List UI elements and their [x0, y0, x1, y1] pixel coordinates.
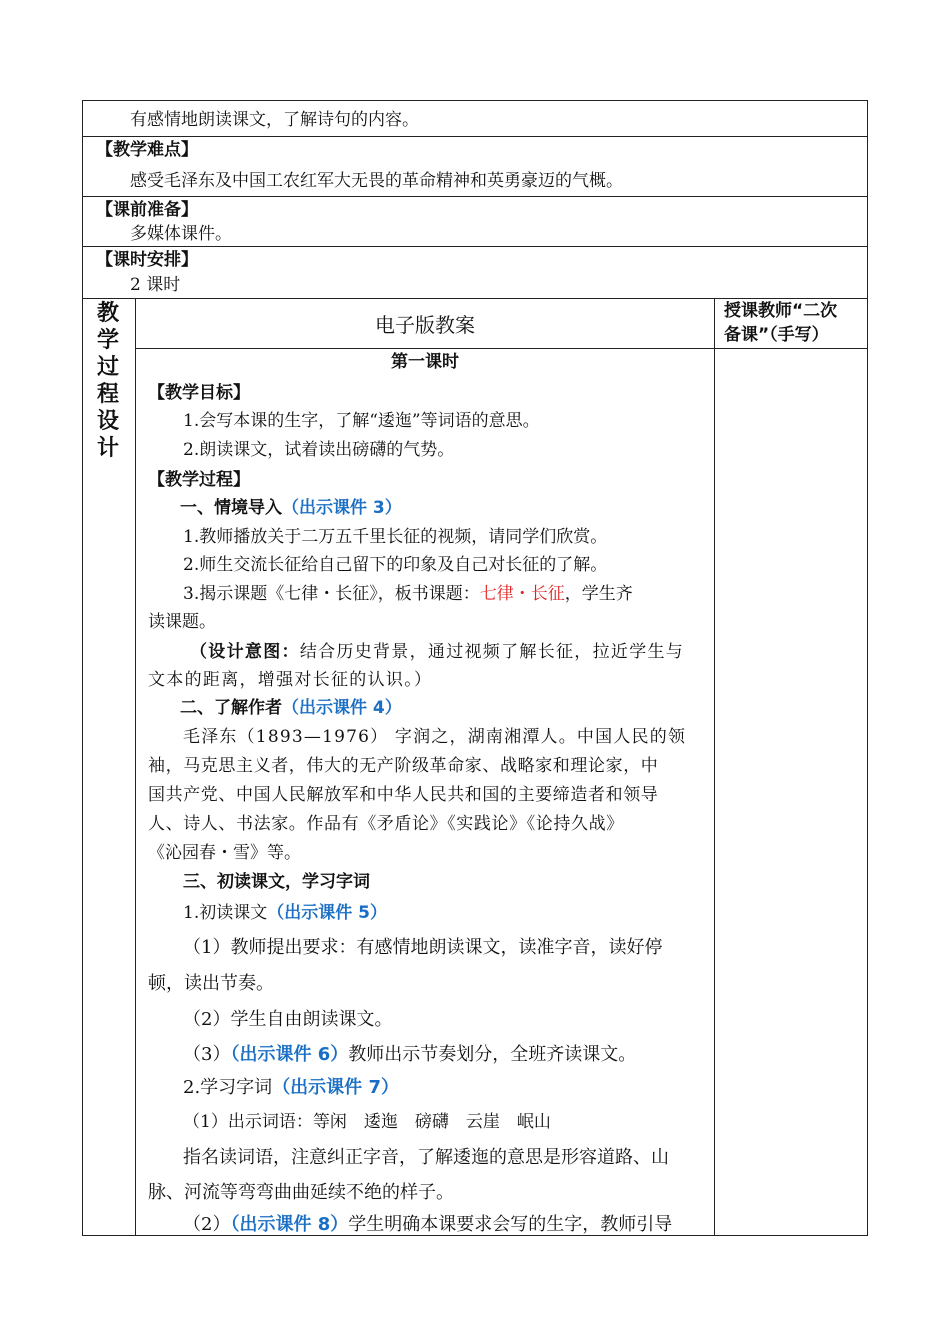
period-title: 第一课时 [391, 352, 459, 372]
section-2-title-line [180, 698, 402, 718]
section-1-p3 [183, 584, 633, 604]
text-span: 教师出示节奏划分，全班齐读课文。 [348, 1044, 637, 1065]
section-3-p2-line [183, 1078, 399, 1098]
text-span: （2） [183, 1214, 231, 1235]
column-divider [714, 298, 715, 1236]
top-line: 有感情地朗读课文，了解诗句的内容。 [130, 110, 419, 130]
section-2-title: 二、了解作者 [180, 698, 282, 718]
teacher-notes-header-line1: 授课教师“二次 [724, 301, 838, 321]
lesson-table [82, 100, 868, 1236]
text-span: 学生明确本课要求会写的生字，教师引导 [348, 1214, 673, 1235]
text-span: 3.揭示课题《七律・长征》，板书课题： [183, 584, 480, 604]
section-3-p2a: （1）出示词语：等闲 逶迤 磅礴 云崖 岷山 [183, 1112, 551, 1132]
text-span: （3） [183, 1044, 231, 1065]
board-title: 七律・长征 [479, 584, 565, 604]
schedule-text: 2 课时 [130, 275, 181, 295]
section-1-p3-cont: 读课题。 [148, 612, 216, 632]
courseware-ref: （出示课件 3） [282, 498, 402, 518]
section-3-p2b: 指名读词语，注意纠正字音，了解逶迤的意思是形容道路、山 [183, 1147, 669, 1168]
author-line-3: 国共产党、中国人民解放军和中华人民共和国的主要缔造者和领导 [148, 785, 659, 805]
row-divider [82, 246, 868, 247]
goal-2: 2.朗读课文，试着读出磅礴的气势。 [183, 440, 455, 460]
text-span: 1.初读课文 [183, 903, 268, 923]
section-3-p1-line [183, 903, 387, 923]
label-char: 教 [96, 301, 119, 326]
courseware-ref: （出示课件 6） [230, 1044, 349, 1065]
text-span: ，学生齐 [564, 584, 633, 604]
courseware-ref: （出示课件 5） [267, 903, 387, 923]
design-intent-label: （设计意图： [190, 642, 300, 662]
goals-heading: 【教学目标】 [148, 383, 250, 403]
label-char: 过 [96, 355, 119, 380]
design-intent-cont: 文本的距离，增强对长征的认识。） [148, 670, 433, 690]
author-line-2: 袖，马克思主义者，伟大的无产阶级革命家、战略家和理论家，中 [148, 756, 659, 776]
author-line-4: 人、诗人、书法家。作品有《矛盾论》《实践论》《论持久战》 [148, 814, 624, 834]
section-1-p1: 1.教师播放关于二万五千里长征的视频，请同学们欣赏。 [183, 527, 608, 547]
process-heading: 【教学过程】 [148, 470, 250, 490]
section-1-title: 一、情境导入 [180, 498, 282, 518]
teacher-notes-header-line2: 备课”（手写） [724, 325, 829, 345]
label-char: 计 [96, 436, 119, 461]
section-3-p1c [183, 1045, 636, 1065]
difficulty-text: 感受毛泽东及中国工农红军大无畏的革命精神和英勇豪迈的气概。 [130, 171, 623, 191]
preparation-text: 多媒体课件。 [130, 224, 232, 244]
section-3-p1a: （1）教师提出要求：有感情地朗读课文，读准字音，读好停 [183, 937, 663, 958]
text-span: 2.学习字词 [183, 1077, 273, 1098]
section-3-p1a-cont: 顿，读出节奏。 [148, 973, 274, 994]
header-divider [135, 348, 868, 349]
section-1-title-line [180, 498, 402, 518]
section-3-title: 三、初读课文，学习字词 [183, 872, 370, 892]
courseware-ref: （出示课件 7） [272, 1077, 399, 1098]
label-char: 设 [96, 409, 119, 434]
design-intent [190, 642, 684, 662]
goal-1: 1.会写本课的生字，了解“逶迤”等词语的意思。 [183, 411, 540, 431]
label-char: 学 [96, 328, 119, 353]
section-3-p2c [183, 1215, 672, 1235]
difficulty-heading: 【教学难点】 [96, 140, 198, 160]
section-3-p1b: （2）学生自由朗读课文。 [183, 1009, 393, 1030]
preparation-heading: 【课前准备】 [96, 200, 198, 220]
label-char: 程 [96, 382, 119, 407]
electronic-plan-header: 电子版教案 [375, 313, 475, 337]
author-line-1: 毛泽东（1893—1976） 字润之，湖南湘潭人。中国人民的领 [183, 727, 687, 747]
row-divider [82, 136, 868, 137]
column-divider [135, 298, 136, 1236]
courseware-ref: （出示课件 8） [230, 1214, 349, 1235]
section-3-p2b-cont: 脉、河流等弯弯曲曲延续不绝的样子。 [148, 1182, 454, 1203]
section-1-p2: 2.师生交流长征给自己留下的印象及自己对长征的了解。 [183, 555, 608, 575]
author-line-5: 《沁园春・雪》等。 [148, 843, 301, 863]
row-divider [82, 196, 868, 197]
row-divider [82, 298, 868, 299]
text-span: 结合历史背景，通过视频了解长征，拉近学生与 [299, 642, 685, 662]
schedule-heading: 【课时安排】 [96, 250, 198, 270]
process-design-label [88, 300, 128, 462]
courseware-ref: （出示课件 4） [282, 698, 402, 718]
